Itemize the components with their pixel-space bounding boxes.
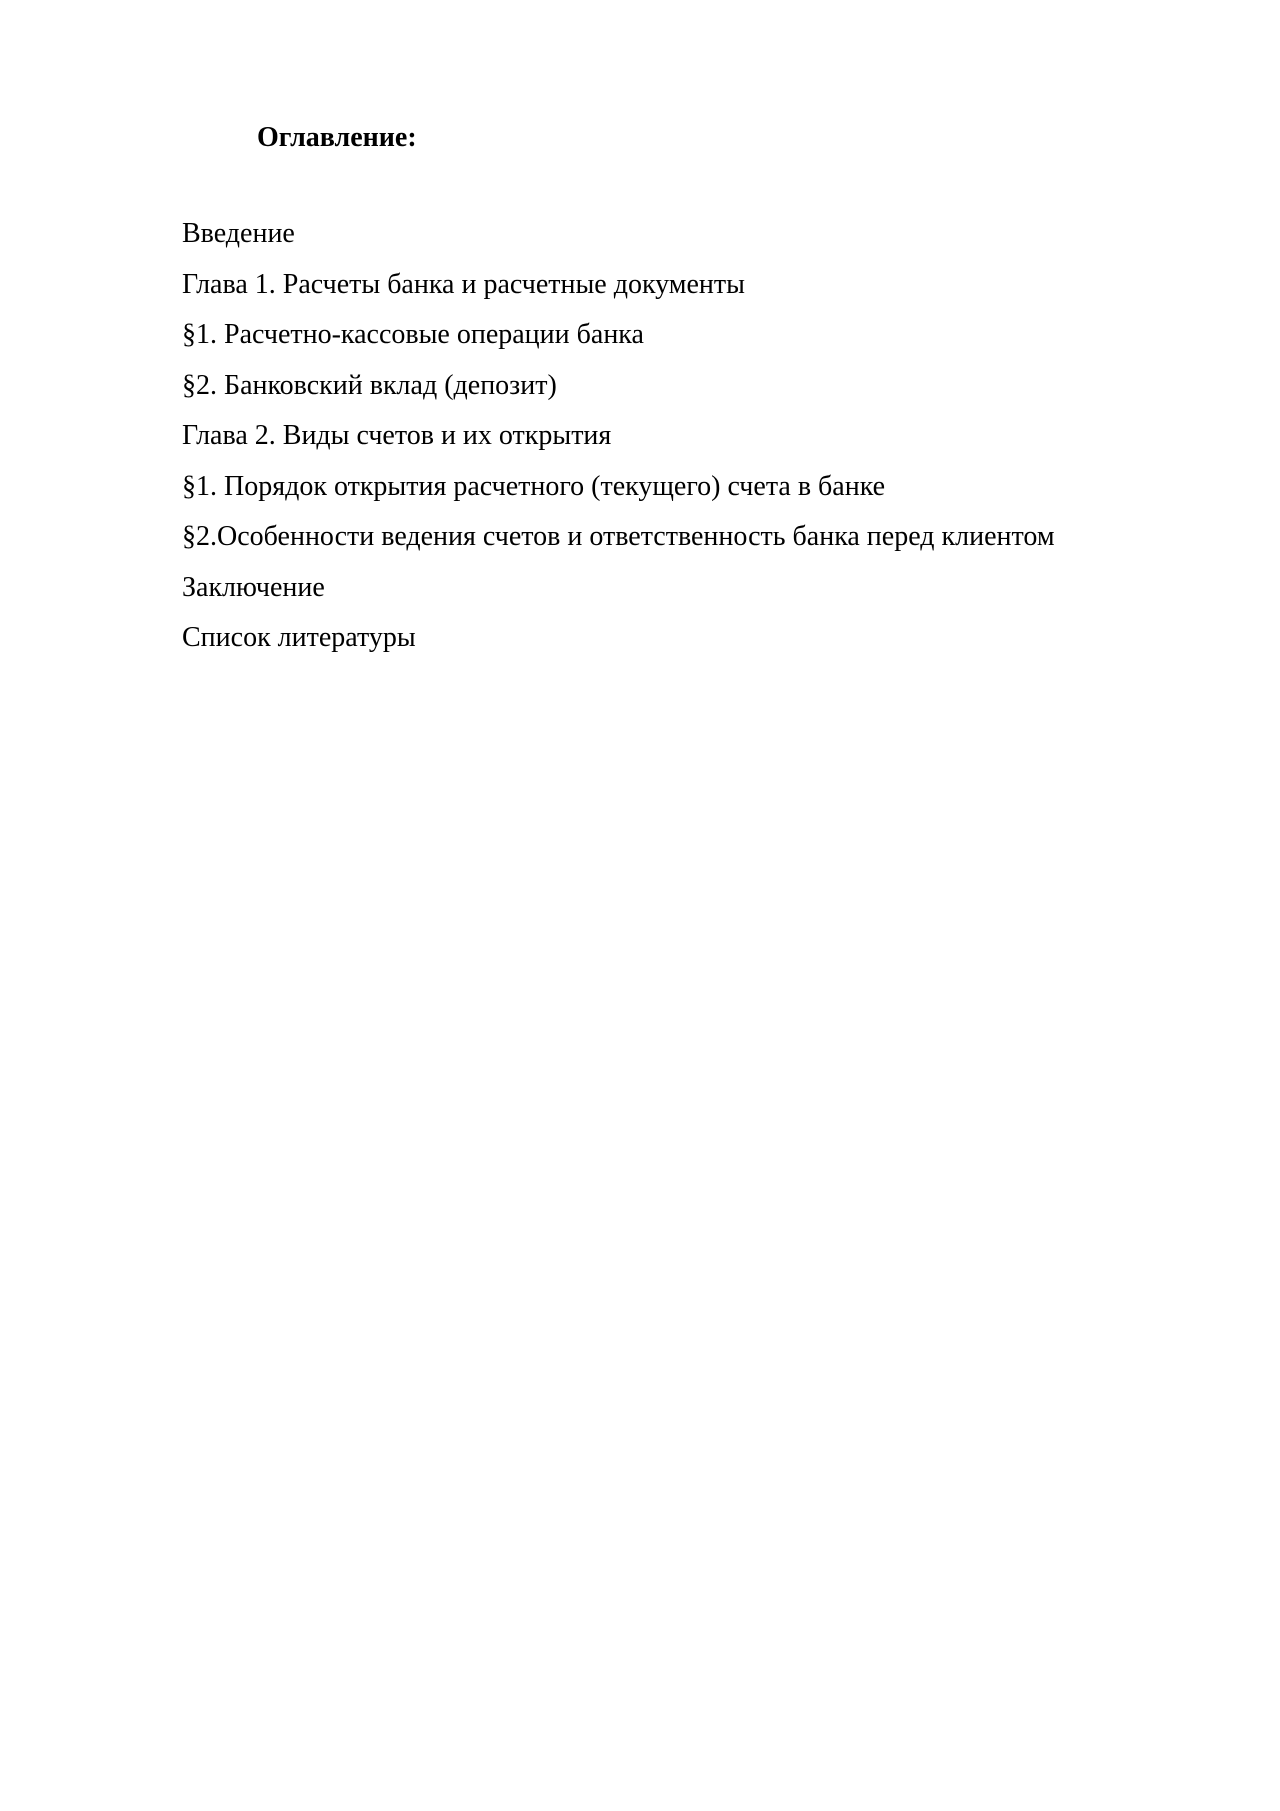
toc-entry-introduction: Введение xyxy=(182,218,295,249)
toc-entry-chapter-1-section-2: §2. Банковский вклад (депозит) xyxy=(182,369,557,401)
toc-list xyxy=(182,209,1055,664)
toc-entry-conclusion: Заключение xyxy=(182,571,325,603)
toc-entry-chapter-1-section-1: §1. Расчетно-кассовые операции банка xyxy=(182,319,644,350)
toc-entry-chapter-2-section-2: §2.Особенности ведения счетов и ответственность банка перед клиентом xyxy=(182,521,1055,552)
toc-entry-chapter-2: Глава 2. Виды счетов и их открытия xyxy=(182,420,612,451)
toc-entry-bibliography: Список литературы xyxy=(182,622,416,653)
toc-entry-chapter-2-section-1: §1. Порядок открытия расчетного (текущего) счета в банке xyxy=(182,470,886,502)
toc-heading: Оглавление: xyxy=(257,122,417,153)
toc-entry-chapter-1: Глава 1. Расчеты банка и расчетные документы xyxy=(182,268,745,300)
